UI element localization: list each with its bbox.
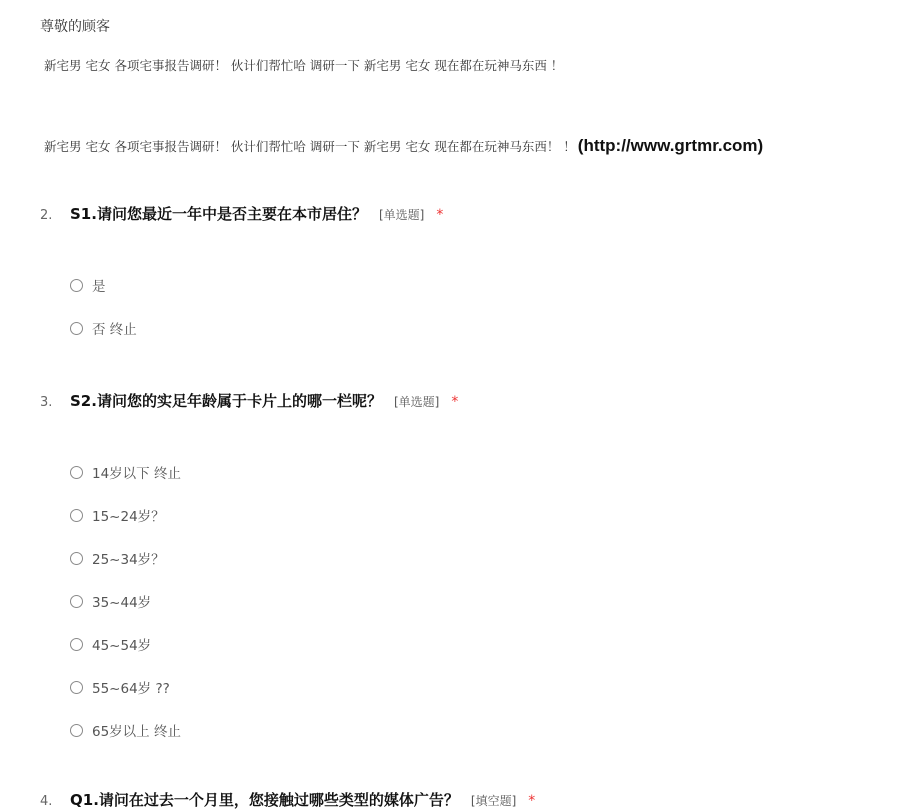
greeting-text: 尊敬的顾客 xyxy=(40,19,110,35)
required-asterisk: * xyxy=(451,394,459,410)
radio-button[interactable] xyxy=(70,279,83,292)
radio-button[interactable] xyxy=(70,509,83,522)
radio-button[interactable] xyxy=(70,638,83,651)
option-label: 15~24岁？ xyxy=(92,509,165,525)
question-number: 2. xyxy=(40,208,53,223)
question-header xyxy=(40,203,443,224)
website-link[interactable]: (http://www.grtmr.com) xyxy=(577,136,764,155)
question-type: [填空题] xyxy=(470,794,517,808)
intro-text: 新宅男 宅女 各项宅事报告调研！ 伙计们帮忙哈 调研一下 新宅男 宅女 现在都在玩神马东西！ ！ xyxy=(44,139,576,154)
question-number: 4. xyxy=(40,794,53,809)
intro-text-with-link xyxy=(44,136,763,156)
option-label: 35~44岁 xyxy=(92,595,152,611)
radio-option[interactable] xyxy=(70,318,137,338)
required-asterisk: * xyxy=(436,207,444,223)
option-label: 14岁以下 终止 xyxy=(92,466,181,482)
option-label: 是 xyxy=(92,279,106,295)
radio-option[interactable] xyxy=(70,591,151,611)
question-header xyxy=(40,789,535,810)
question-number: 3. xyxy=(40,395,53,410)
question-header xyxy=(40,390,458,411)
question-title: S1.请问您最近一年中是否主要在本市居住？ xyxy=(70,205,367,223)
question-title: Q1.请问在过去一个月里，您接触过哪些类型的媒体广告？ xyxy=(70,791,459,809)
required-asterisk: * xyxy=(528,793,536,809)
radio-button[interactable] xyxy=(70,466,83,479)
option-label: 55~64岁 ?? xyxy=(92,681,170,697)
intro-text: 新宅男 宅女 各项宅事报告调研！ 伙计们帮忙哈 调研一下 新宅男 宅女 现在都在玩神马东西 ！ xyxy=(44,58,564,73)
radio-button[interactable] xyxy=(70,681,83,694)
question-title: S2.请问您的实足年龄属于卡片上的哪一栏呢？ xyxy=(70,392,382,410)
radio-button[interactable] xyxy=(70,552,83,565)
radio-button[interactable] xyxy=(70,724,83,737)
radio-option[interactable] xyxy=(70,634,151,654)
option-label: 否 终止 xyxy=(92,322,137,338)
radio-option[interactable] xyxy=(70,677,170,697)
option-label: 25~34岁？ xyxy=(92,552,165,568)
radio-button[interactable] xyxy=(70,595,83,608)
radio-option[interactable] xyxy=(70,462,181,482)
option-label: 65岁以上 终止 xyxy=(92,724,181,740)
option-label: 45~54岁 xyxy=(92,638,152,654)
radio-option[interactable] xyxy=(70,505,165,525)
radio-button[interactable] xyxy=(70,322,83,335)
question-type: [单选题] xyxy=(393,395,440,409)
radio-option[interactable] xyxy=(70,720,181,740)
question-type: [单选题] xyxy=(378,208,425,222)
radio-option[interactable] xyxy=(70,548,165,568)
radio-option[interactable] xyxy=(70,275,106,295)
